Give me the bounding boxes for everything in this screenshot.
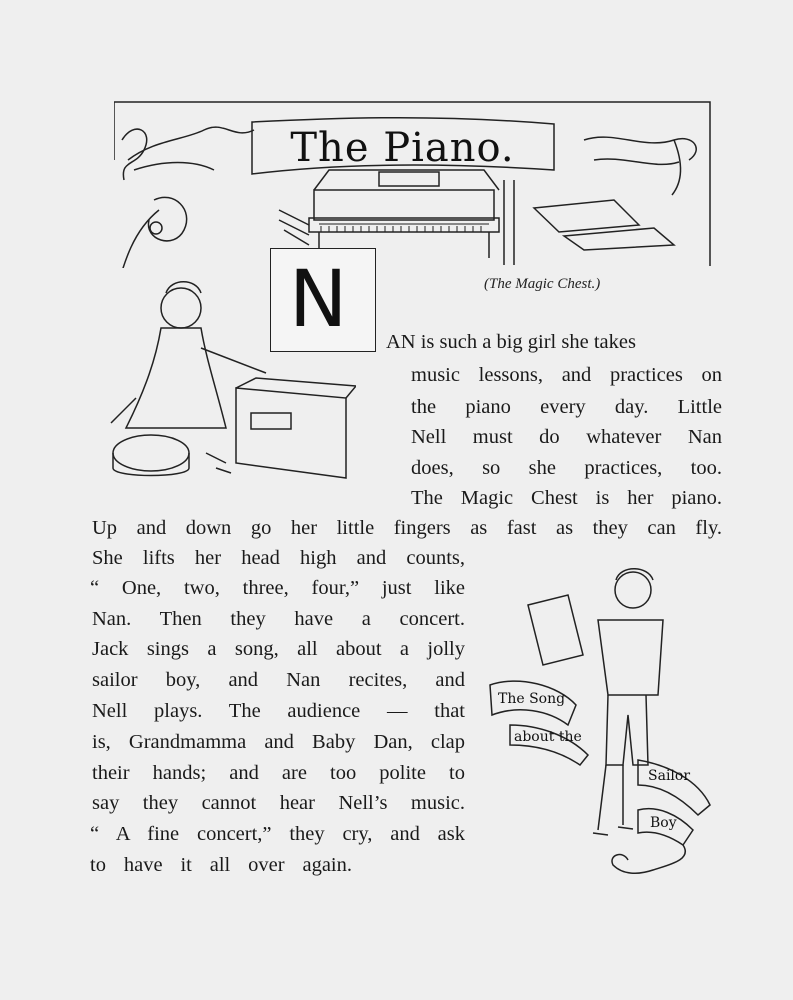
page-title: The Piano. xyxy=(290,125,515,171)
text-line-3: the piano every day. Little xyxy=(411,396,722,418)
text-line-6: The Magic Chest is her piano. xyxy=(411,487,722,509)
text-line-14: is, Grandmamma and Baby Dan, clap xyxy=(92,731,465,753)
ribbon-text-about-the: about the xyxy=(514,729,582,745)
text-line-1: AN is such a big girl she takes xyxy=(386,331,636,353)
text-line-4: Nell must do whatever Nan xyxy=(411,426,722,448)
text-line-13: Nell plays. The audience — that xyxy=(92,700,465,722)
page-subtitle: (The Magic Chest.) xyxy=(484,276,601,292)
text-line-16: say they cannot hear Nell’s music. xyxy=(92,792,465,814)
ribbon-text-sailor: Sailor xyxy=(648,768,691,784)
text-line-5: does, so she practices, too. xyxy=(411,457,722,479)
ribbon-text-the-song: The Song xyxy=(498,691,566,707)
text-line-2: music lessons, and practices on xyxy=(411,364,722,386)
text-line-7: Up and down go her little fingers as fast as they can fly. xyxy=(92,517,722,539)
girl-at-magic-chest-illustration xyxy=(106,278,356,488)
text-line-17: “ A fine concert,” they cry, and ask xyxy=(90,823,465,845)
text-line-11: Jack sings a song, all about a jolly xyxy=(92,638,465,660)
text-line-8: She lifts her head high and counts, xyxy=(92,547,465,569)
text-line-9: “ One, two, three, four,” just like xyxy=(90,577,465,599)
text-line-18: to have it all over again. xyxy=(90,854,352,876)
text-line-10: Nan. Then they have a concert. xyxy=(92,608,465,630)
drop-cap: N xyxy=(270,248,376,352)
boy-singing-illustration xyxy=(488,565,713,885)
text-line-15: their hands; and are too polite to xyxy=(92,762,465,784)
text-line-12: sailor boy, and Nan recites, and xyxy=(92,669,465,691)
ribbon-text-boy: Boy xyxy=(650,815,677,831)
